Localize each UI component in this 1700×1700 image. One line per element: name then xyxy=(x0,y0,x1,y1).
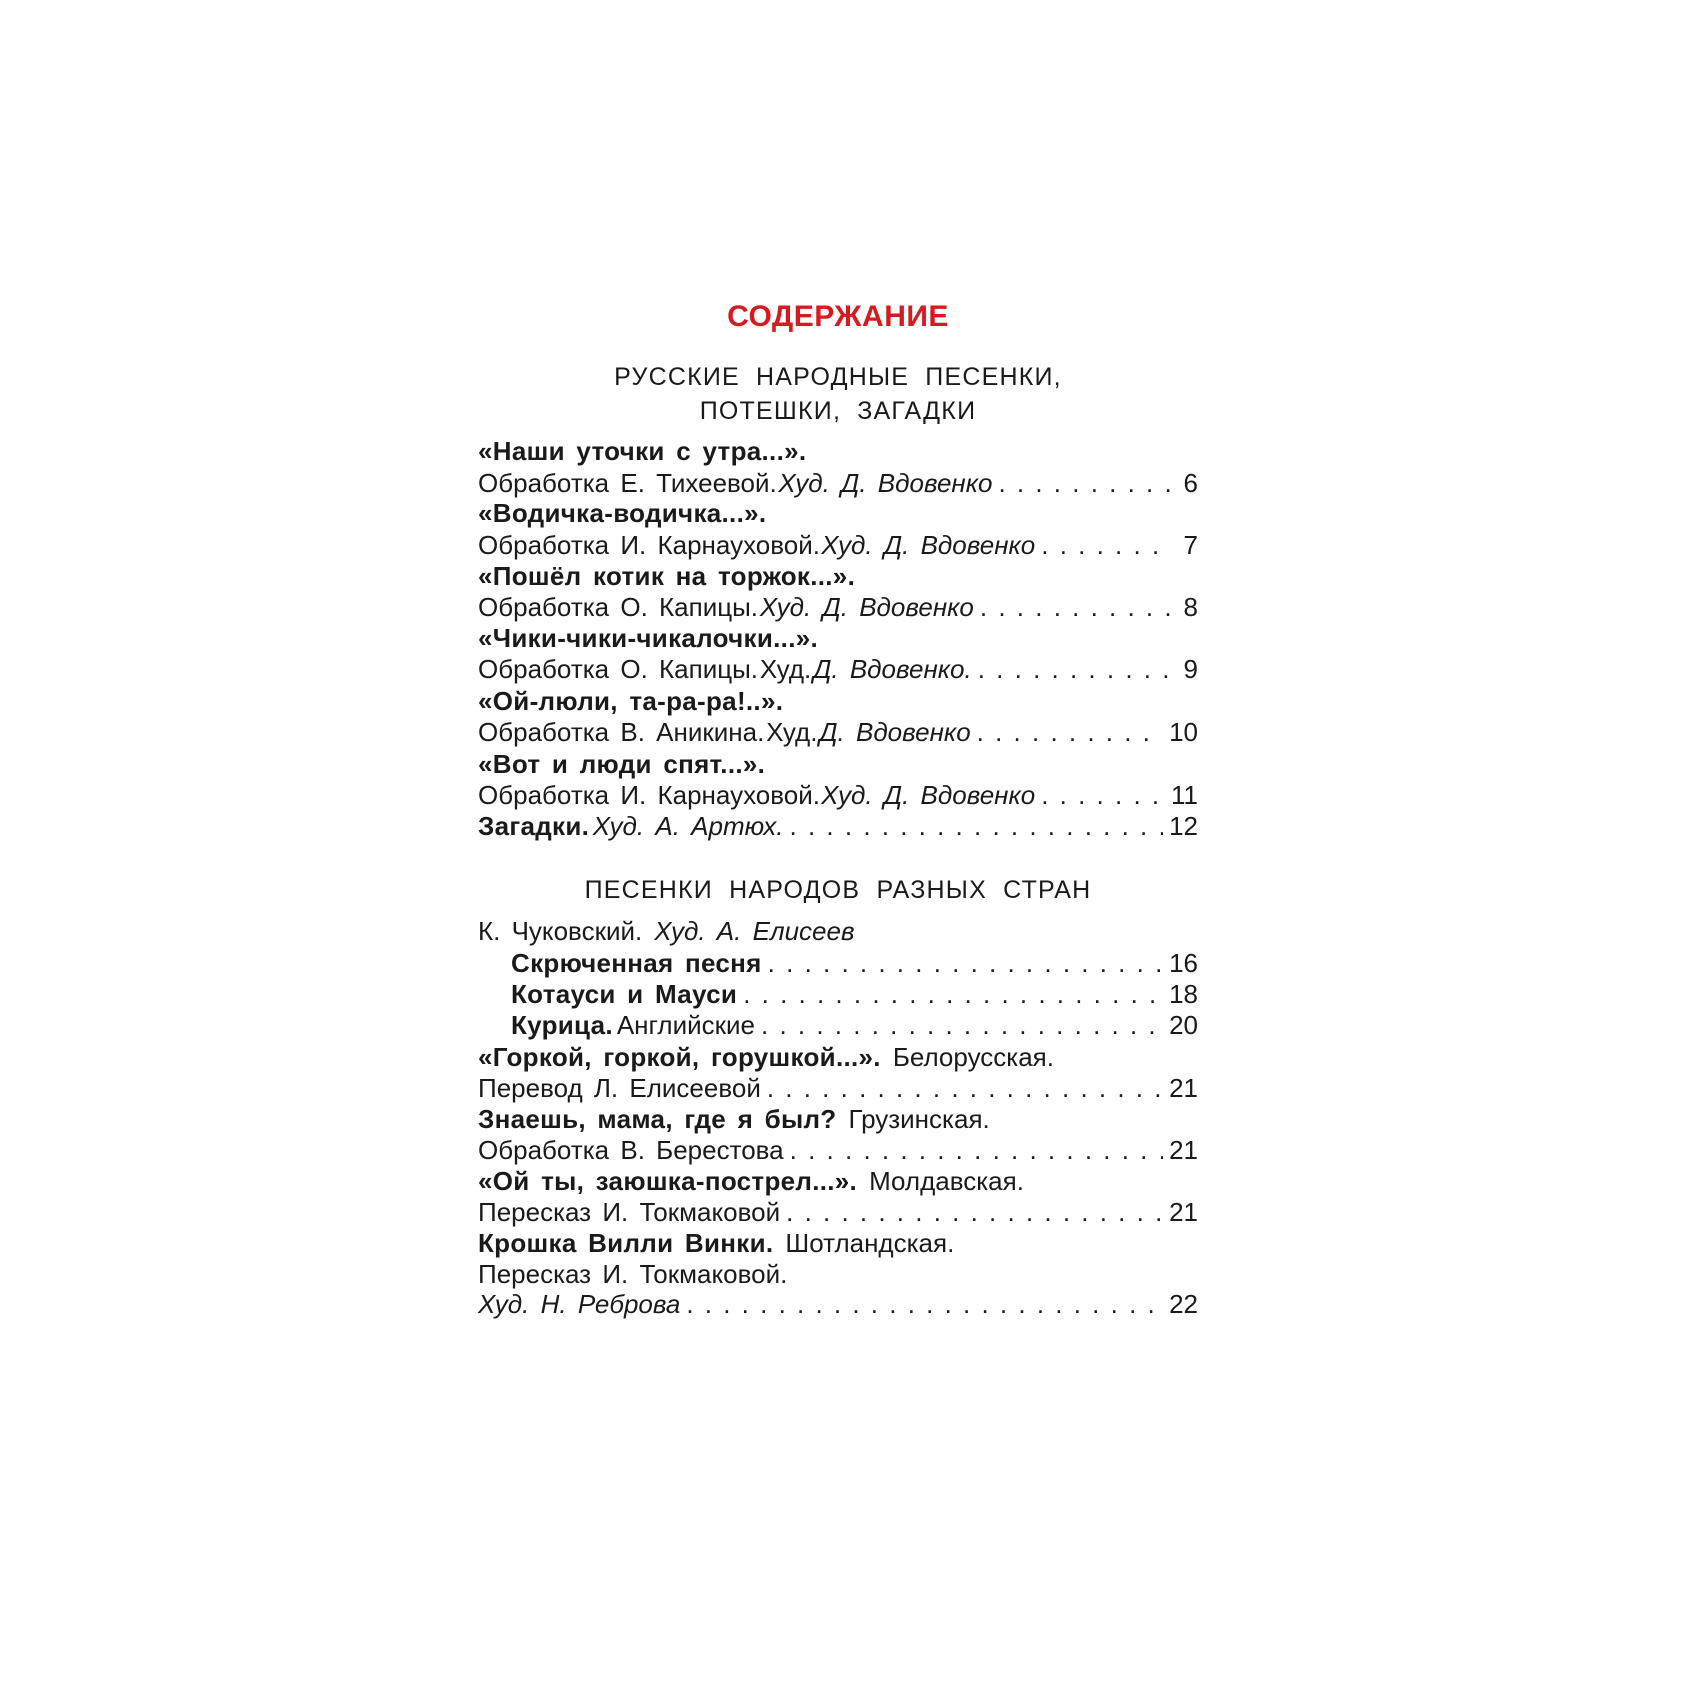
page-number: 22 xyxy=(1169,1289,1198,1319)
entry-credit-line xyxy=(478,780,1198,814)
entry-credit-line xyxy=(478,530,1198,564)
entry-credit: Перевод Л. Елисеевой xyxy=(478,1073,761,1103)
entry-credit-line xyxy=(478,717,1198,751)
entry-title: Крошка Вилли Винки. xyxy=(478,1228,774,1258)
entry-title: «Ой-люли, та-ра-ра!..». xyxy=(478,686,784,716)
entry-illustrator: Худ. А. Артюх. xyxy=(592,811,784,841)
page-title: СОДЕРЖАНИЕ xyxy=(727,300,949,333)
entry-title-line xyxy=(478,436,1198,470)
page-number: 21 xyxy=(1169,1073,1198,1103)
dot-leader xyxy=(768,948,1163,979)
sub-entry-note: Английские xyxy=(616,1010,756,1040)
entry-illustrator-prefix: Худ. xyxy=(766,717,818,747)
entry-origin: Белорусская. xyxy=(892,1042,1054,1072)
page-number: 21 xyxy=(1169,1135,1198,1165)
entry-illustrator: Худ. Д. Вдовенко xyxy=(759,592,974,622)
section-heading-countries xyxy=(478,873,1198,907)
entry-illustrator-prefix: Худ. xyxy=(759,654,812,684)
entry-origin: Грузинская. xyxy=(848,1104,990,1134)
entry-credit: Обработка И. Карнауховой. xyxy=(478,780,820,810)
entry-origin: Молдавская. xyxy=(869,1166,1024,1196)
dot-leader xyxy=(977,717,1163,748)
entry-title-line xyxy=(478,1166,1198,1200)
entry-illustrator: Д. Вдовенко xyxy=(819,717,971,747)
entry-credit: Обработка О. Капицы. xyxy=(478,592,759,622)
entry-origin: Шотландская. xyxy=(785,1228,955,1258)
author-illustrator: Худ. А. Елисеев xyxy=(654,916,855,946)
entry-title-line xyxy=(478,623,1198,657)
entry-credit-line xyxy=(478,592,1198,626)
sub-entry-title: Котауси и Мауси xyxy=(511,979,738,1009)
entry-title-line xyxy=(478,1228,1198,1262)
entry-illustrator: Худ. Д. Вдовенко xyxy=(821,530,1036,560)
sub-entry-title: Курица. xyxy=(511,1010,613,1040)
dot-leader xyxy=(786,1197,1163,1228)
section-heading-russian xyxy=(478,360,1198,428)
page-number: 9 xyxy=(1183,654,1198,684)
page-number: 7 xyxy=(1183,530,1198,560)
entry-title-line xyxy=(478,749,1198,783)
dot-leader xyxy=(767,1073,1163,1104)
entry-credit: Обработка Е. Тихеевой. xyxy=(478,468,777,498)
entry-title-line xyxy=(478,1042,1198,1076)
entry-title: «Ой ты, заюшка-пострел...». xyxy=(478,1166,858,1196)
entry-credit: Пересказ И. Токмаковой. xyxy=(478,1259,788,1289)
dot-leader xyxy=(686,1289,1163,1320)
entry-credit: Пересказ И. Токмаковой xyxy=(478,1197,781,1227)
entry-title-line xyxy=(478,1104,1198,1138)
dot-leader xyxy=(743,979,1163,1010)
dot-leader xyxy=(978,654,1170,685)
entry-title: «Чики-чики-чикалочки...». xyxy=(478,623,819,653)
dot-leader xyxy=(1041,780,1165,811)
entry-title: «Наши уточки с утра...». xyxy=(478,436,807,466)
entry-title-line xyxy=(478,561,1198,595)
author-line xyxy=(478,916,1198,950)
page-number: 16 xyxy=(1169,948,1198,978)
dot-leader xyxy=(1041,530,1170,561)
page-number: 8 xyxy=(1183,592,1198,622)
entry-credit-line xyxy=(478,1073,1198,1107)
entry-title-line xyxy=(478,686,1198,720)
entry-credit-line xyxy=(478,1197,1198,1231)
entry-illustrator: Худ. Д. Вдовенко xyxy=(821,780,1036,810)
entry-credit-line xyxy=(478,1259,1198,1293)
entry-credit-line xyxy=(478,654,1198,688)
entry-credit: Обработка В. Аникина. xyxy=(478,717,765,747)
page-number: 11 xyxy=(1171,780,1198,810)
page-number: 21 xyxy=(1169,1197,1198,1227)
entry-credit: Обработка И. Карнауховой. xyxy=(478,530,820,560)
entry-title: «Пошёл котик на торжок...». xyxy=(478,561,856,591)
sub-entry-line xyxy=(478,948,1198,982)
entry-illustrator-line xyxy=(478,1289,1198,1323)
contents-page xyxy=(478,0,1198,1700)
entry-illustrator: Худ. Д. Вдовенко xyxy=(778,468,993,498)
entry-title-line xyxy=(478,498,1198,532)
entry-title: «Водичка-водичка...». xyxy=(478,498,767,528)
entry-credit-line xyxy=(478,468,1198,502)
entry-credit-line xyxy=(478,1135,1198,1169)
dot-leader xyxy=(790,811,1164,842)
entry-title: «Вот и люди спят...». xyxy=(478,749,766,779)
entry-credit-line xyxy=(478,811,1198,845)
author-name: К. Чуковский. xyxy=(478,916,643,946)
section-heading-line: ПЕСЕНКИ НАРОДОВ РАЗНЫХ СТРАН xyxy=(584,876,1092,904)
entry-title: «Горкой, горкой, горушкой...». xyxy=(478,1042,881,1072)
entry-title: Загадки. xyxy=(478,811,590,841)
page-number: 12 xyxy=(1169,811,1198,841)
dot-leader xyxy=(998,468,1170,499)
sub-entry-title: Скрюченная песня xyxy=(511,948,762,978)
section-heading-line: ПОТЕШКИ, ЗАГАДКИ xyxy=(699,397,977,425)
sub-entry-line xyxy=(478,1010,1198,1044)
page-number: 6 xyxy=(1183,468,1198,498)
entry-credit: Обработка В. Берестова xyxy=(478,1135,784,1165)
entry-title: Знаешь, мама, где я был? xyxy=(478,1104,837,1134)
entry-credit: Обработка О. Капицы. xyxy=(478,654,759,684)
entry-illustrator: Худ. Н. Реброва xyxy=(478,1289,681,1319)
dot-leader xyxy=(761,1010,1163,1041)
dot-leader xyxy=(980,592,1170,623)
page-number: 10 xyxy=(1169,717,1198,747)
entry-illustrator: Д. Вдовенко. xyxy=(813,654,972,684)
sub-entry-line xyxy=(478,979,1198,1013)
section-heading-line: РУССКИЕ НАРОДНЫЕ ПЕСЕНКИ, xyxy=(614,363,1062,391)
page-number: 20 xyxy=(1169,1010,1198,1040)
dot-leader xyxy=(790,1135,1163,1166)
page-number: 18 xyxy=(1169,979,1198,1009)
